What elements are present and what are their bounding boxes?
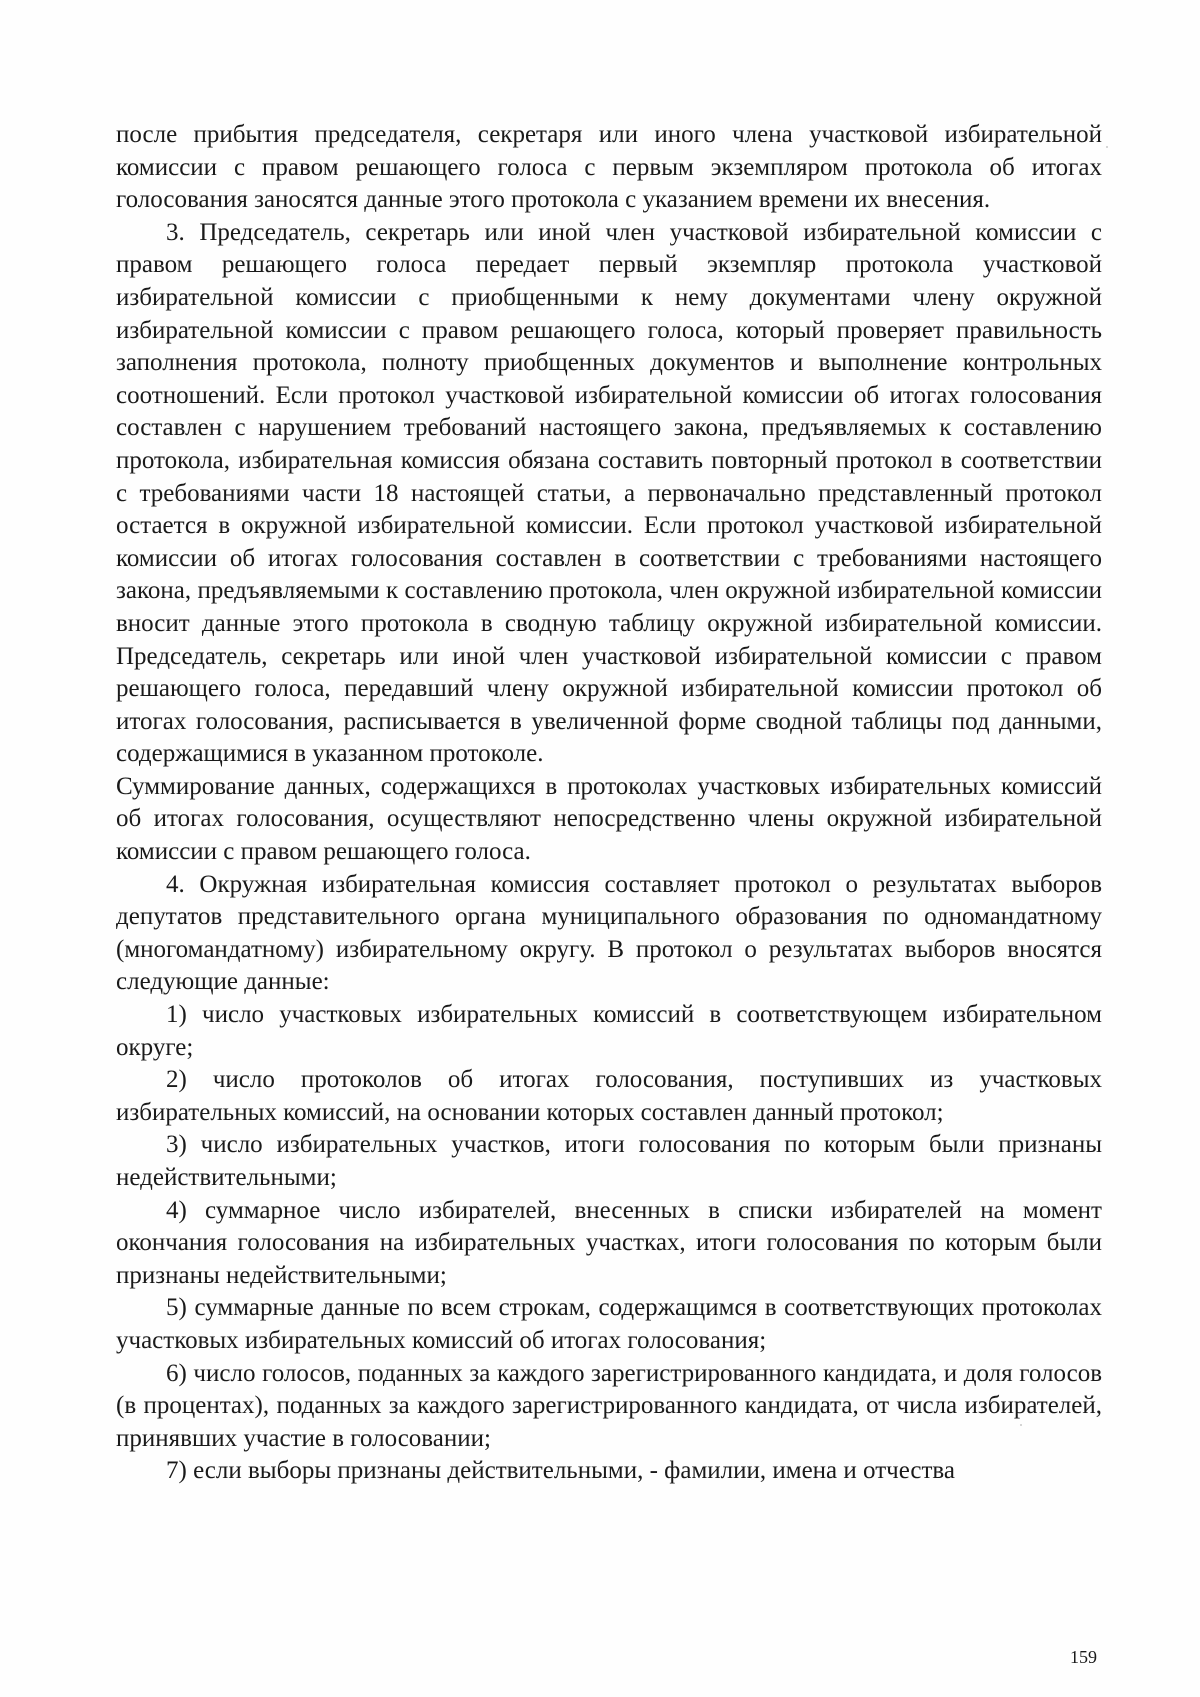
list-item-5: 5) суммарные данные по всем строкам, содержащимся в соответствующих протоколах участковых избирательных комиссий об итогах голосования; — [116, 1294, 1102, 1354]
paragraph-continuation: после прибытия председателя, секретаря или иного члена участковой избирательной комиссии с правом решающего голоса с первым экземпляром протокола об итогах голосования заносятся данные этого протокола с указанием времени их внесения. — [116, 121, 1102, 214]
paragraph-item-4: 4. Окружная избирательная комиссия составляет протокол о результатах выборов депутатов представительного органа муниципального образования по одномандатному (многомандатному) избирательному округу. В протокол о результатах выборов вносятся следующие данные: — [116, 870, 1102, 996]
list-item-6: 6) число голосов, поданных за каждого зарегистрированного кандидата, и доля голосов (в процентах), поданных за каждого зарегистрированного кандидата, от числа избирателей, принявших участие в голосовании; — [116, 1359, 1102, 1452]
list-item-2: 2) число протоколов об итогах голосования, поступивших из участковых избирательных комиссий, на основании которых составлен данный протокол; — [116, 1066, 1102, 1126]
list-item-4: 4) суммарное число избирателей, внесенных в списки избирателей на момент окончания голосования на избирательных участках, итоги голосования по которым были признаны недействительными; — [116, 1196, 1102, 1289]
list-item-7: 7) если выборы признаны действительными, - фамилии, имена и отчества — [166, 1457, 956, 1485]
document-body — [116, 119, 1102, 1488]
list-item-3: 3) число избирательных участков, итоги голосования по которым были признаны недействительными; — [116, 1131, 1102, 1191]
scan-speck — [1020, 1424, 1022, 1426]
paragraph-summation: Суммирование данных, содержащихся в протоколах участковых избирательных комиссий об итогах голосования, осуществляют непосредственно члены окружной избирательной комиссии с правом решающего голоса. — [116, 772, 1102, 866]
list-item-1: 1) число участковых избирательных комиссий в соответствующем избирательном округе; — [116, 1001, 1102, 1061]
paragraph-item-3: 3. Председатель, секретарь или иной член участковой избирательной комиссии с правом решающего голоса передает первый экземпляр протокола участковой избирательной комиссии с приобщенными к нему документами члену окружной избирательной комиссии с правом решающего голоса, который проверяет правильность заполнения протокола, полноту приобщенных документов и выполнение контрольных соотношений. Если протокол участковой избирательной комиссии об итогах голосования составлен с нарушением требований настоящего закона, предъявляемых к составлению протокола, избирательная комиссия обязана составить повторный протокол в соответствии с требованиями части 18 настоящей статьи, а первоначально представленный протокол остается в окружной избирательной комиссии. Если протокол участковой избирательной комиссии об итогах голосования составлен в соответствии с требованиями настоящего закона, предъявляемыми к составлению протокола, член окружной избирательной комиссии вносит данные этого протокола в сводную таблицу окружной избирательной комиссии. Председатель, секретарь или иной член участковой избирательной комиссии с правом решающего голоса, передавший члену окружной избирательной комиссии протокол об итогах голосования, расписывается в увеличенной форме сводной таблицы под данными, содержащимися в указанном протоколе. — [116, 218, 1102, 768]
scan-speck — [1106, 146, 1108, 148]
page-number: 159 — [1070, 1647, 1097, 1667]
